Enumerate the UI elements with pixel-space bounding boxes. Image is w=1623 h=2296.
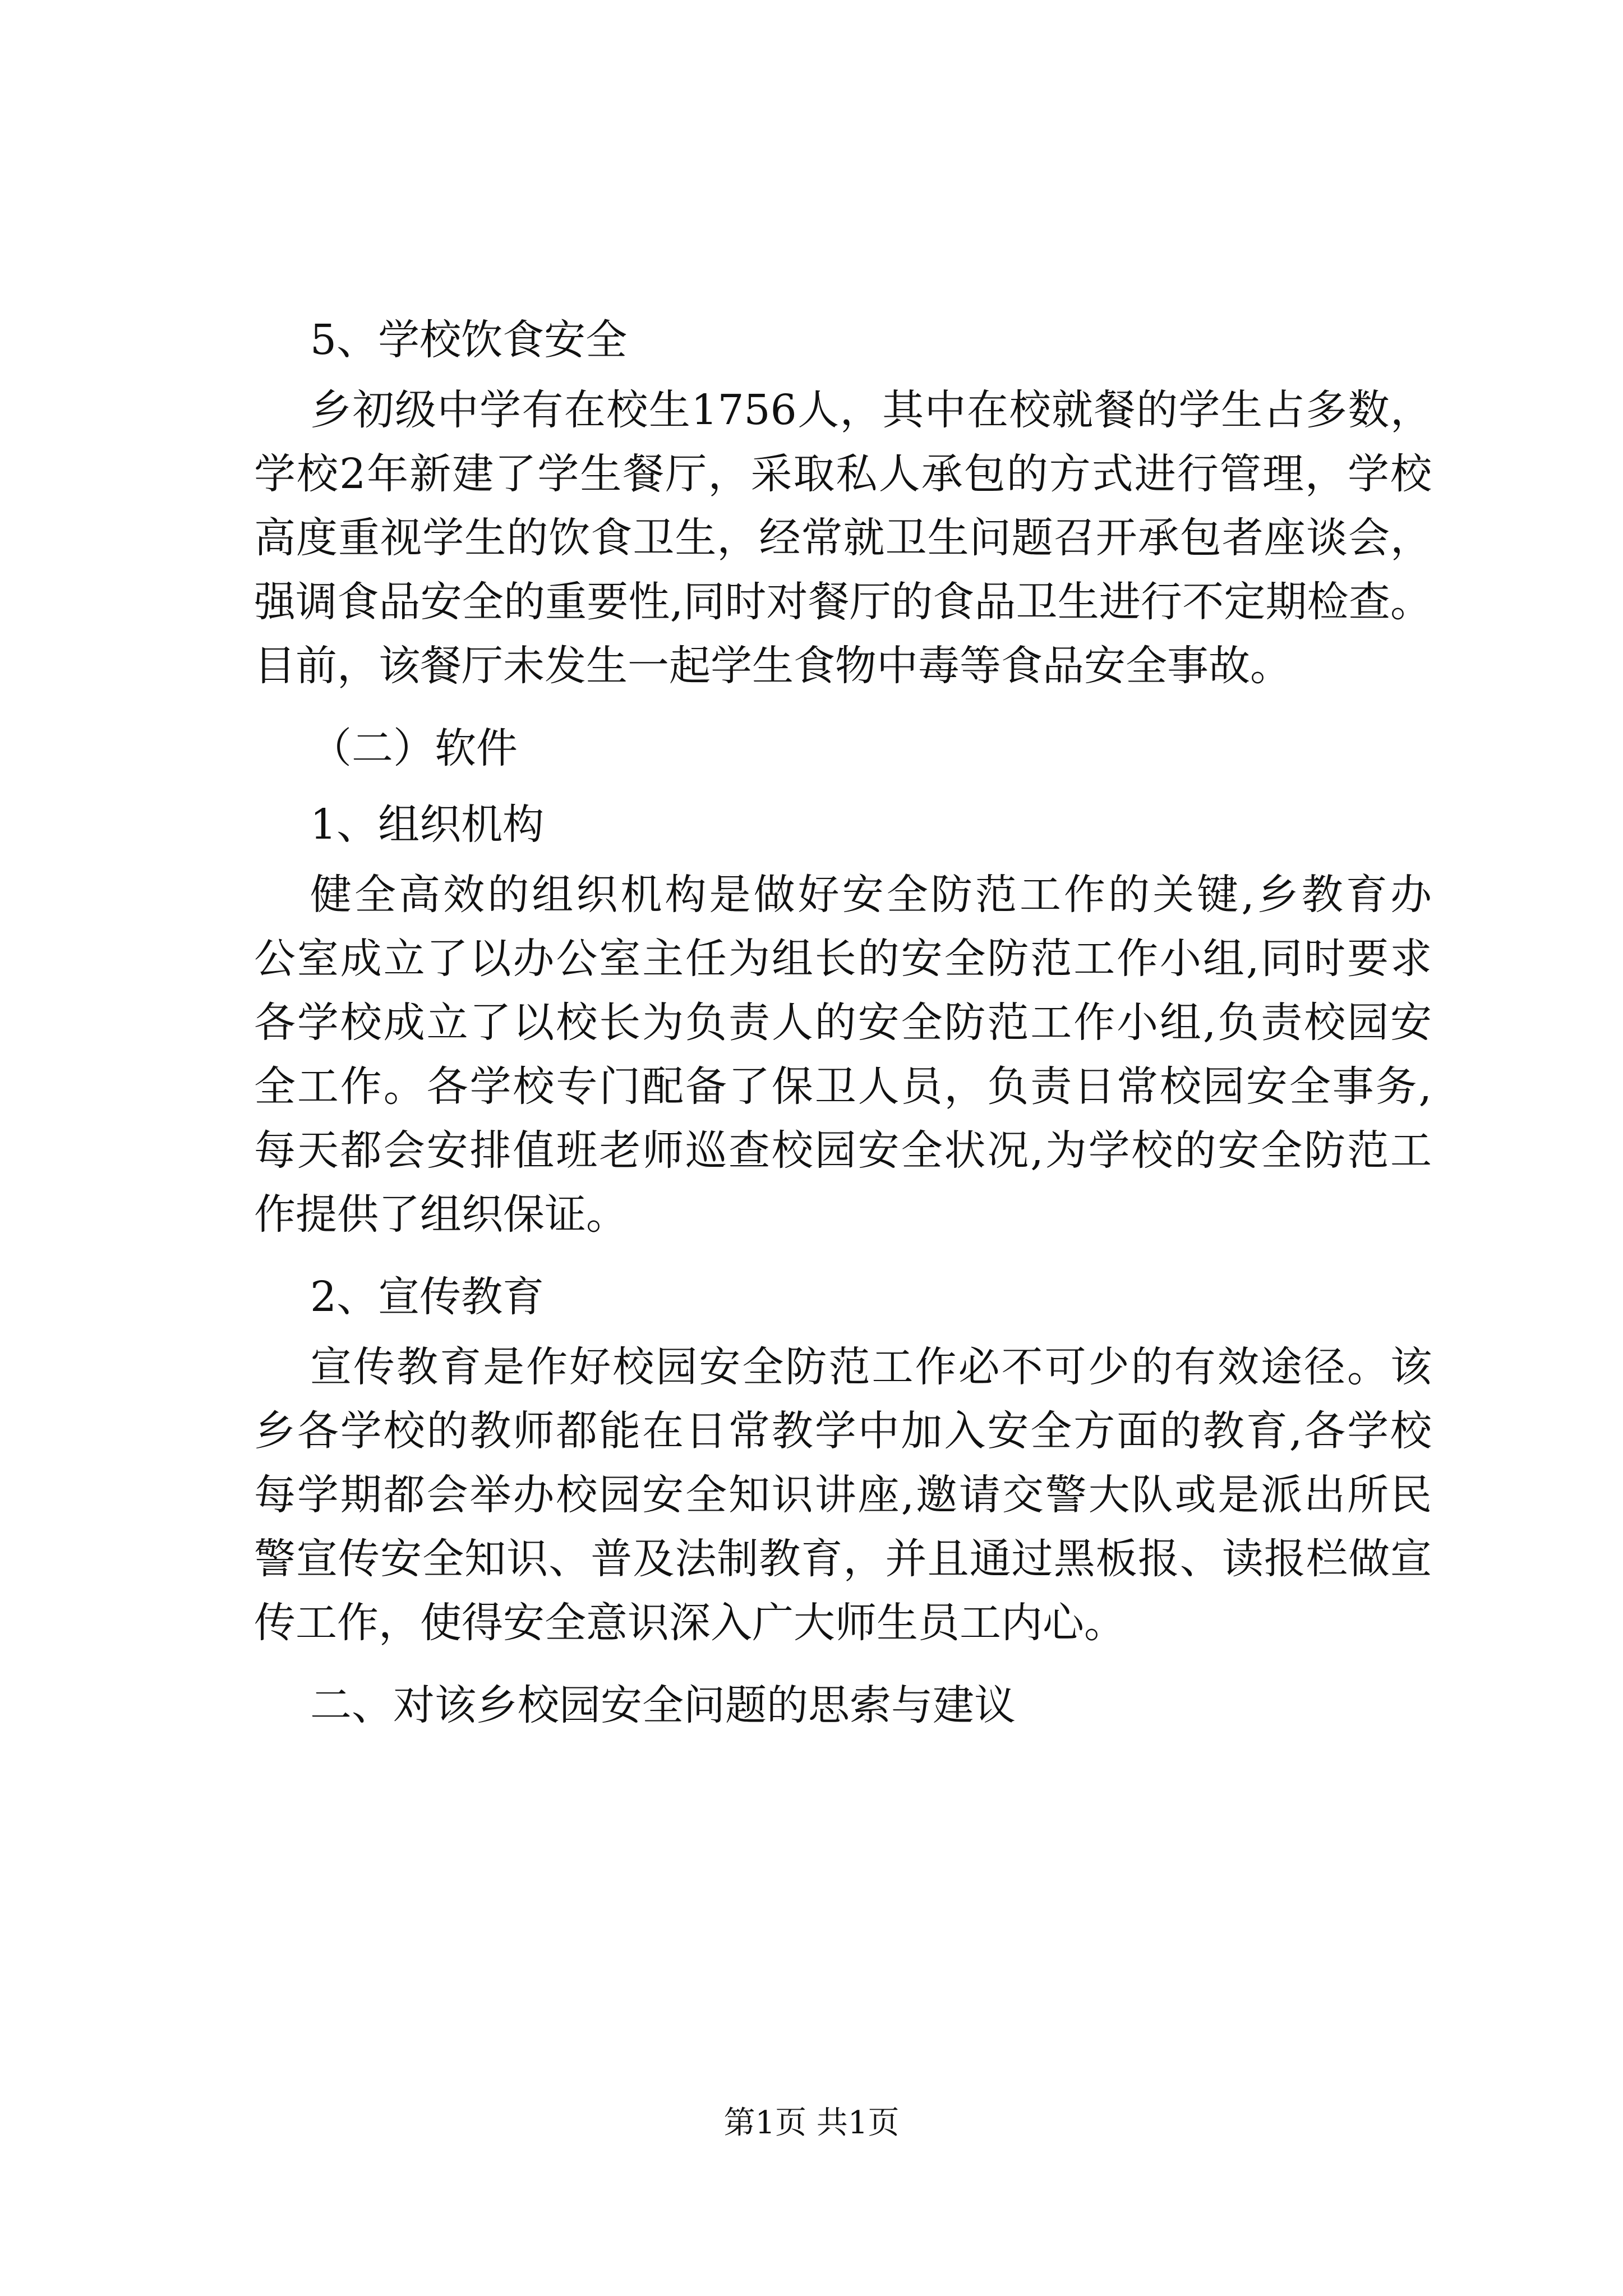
paragraph-line: 高度重视学生的饮食卫生，经常就卫生问题召开承包者座谈会，	[254, 514, 1432, 562]
document-body	[254, 302, 1432, 1743]
paragraph-line: 作提供了组织保证。	[254, 1190, 628, 1239]
paragraph-line: 全工作。各学校专门配备了保卫人员，负责日常校园安全事务,	[254, 1062, 1432, 1111]
paragraph-publicity	[254, 1335, 1432, 1655]
paragraph-food-safety	[254, 378, 1432, 698]
section-heading-organization: 1、组织机构	[310, 800, 545, 849]
section-heading-software: （二）软件	[310, 724, 518, 772]
paragraph-line: 公室成立了以办公室主任为组长的安全防范工作小组,同时要求	[254, 935, 1432, 983]
section-heading-reflections: 二、对该乡校园安全问题的思索与建议	[310, 1681, 1016, 1729]
section-heading-food-safety: 5、学校饮食安全	[310, 316, 628, 364]
section-heading-publicity: 2、宣传教育	[310, 1273, 545, 1321]
paragraph-line: 强调食品安全的重要性,同时对餐厅的食品卫生进行不定期检查。	[254, 578, 1432, 626]
paragraph-line: 乡初级中学有在校生1756人，其中在校就餐的学生占多数，	[310, 386, 1432, 434]
paragraph-line: 乡各学校的教师都能在日常教学中加入安全方面的教育,各学校	[254, 1407, 1432, 1455]
paragraph-line: 传工作，使得安全意识深入广大师生员工内心。	[254, 1599, 1126, 1647]
paragraph-line: 目前，该餐厅未发生一起学生食物中毒等食品安全事故。	[254, 642, 1292, 690]
paragraph-organization	[254, 863, 1432, 1246]
paragraph-line: 每学期都会举办校园安全知识讲座,邀请交警大队或是派出所民	[254, 1471, 1432, 1519]
page-footer: 第1页 共1页	[723, 2105, 900, 2141]
paragraph-line: 各学校成立了以校长为负责人的安全防范工作小组,负责校园安	[254, 999, 1432, 1047]
paragraph-line: 宣传教育是作好校园安全防范工作必不可少的有效途径。该	[310, 1343, 1432, 1391]
paragraph-line: 每天都会安排值班老师巡查校园安全状况,为学校的安全防范工	[254, 1126, 1432, 1175]
paragraph-line: 健全高效的组织机构是做好安全防范工作的关键,乡教育办	[310, 871, 1432, 919]
paragraph-line: 警宣传安全知识、普及法制教育，并且通过黑板报、读报栏做宣	[254, 1535, 1432, 1583]
paragraph-line: 学校2年新建了学生餐厅，采取私人承包的方式进行管理，学校	[254, 450, 1432, 498]
